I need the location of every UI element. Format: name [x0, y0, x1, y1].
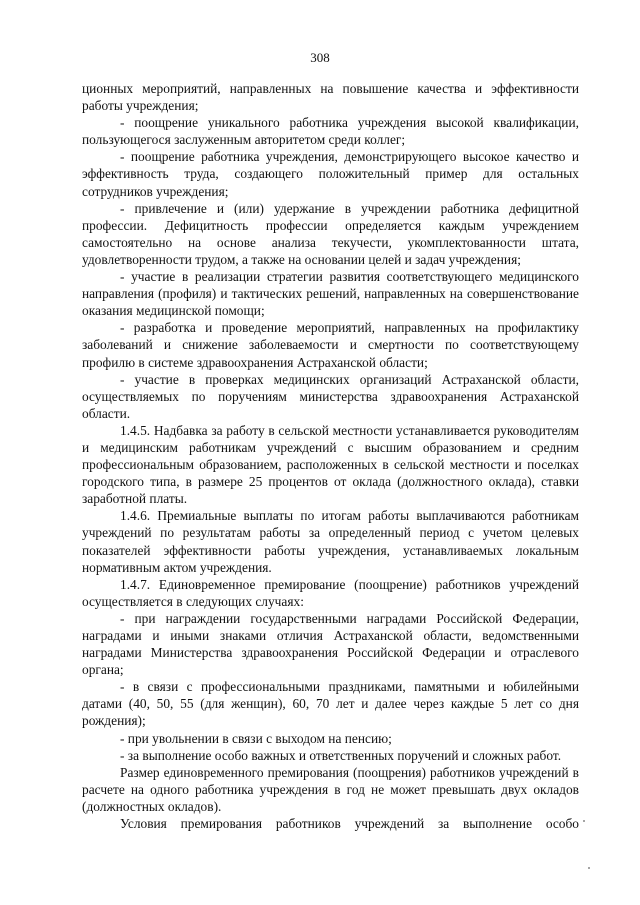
scan-speck	[588, 867, 590, 869]
list-item-important-tasks: - за выполнение особо важных и ответственных поручений и сложных работ.	[120, 747, 562, 763]
list-item-holidays: - в связи с профессиональными праздниками, памятными и юбилейными датами (40, 50, 55 (для женщин), 60, 70 лет и далее через каждые 5 лет со дня рождения);	[82, 679, 579, 729]
document-body	[82, 80, 579, 832]
list-item-strategy: - участие в реализации стратегии развития соответствующего медицинского направления (профиля) и тактических решений, направленных на совершенствование оказания медицинской помощи;	[82, 269, 579, 319]
list-item-unique-employee: - поощрение уникального работника учреждения высокой квалификации, пользующегося заслуженным авторитетом среди коллег;	[82, 115, 579, 148]
clause-1-4-7: 1.4.7. Единовременное премирование (поощрение) работников учреждений осуществляется в следующих случаях:	[82, 576, 579, 609]
list-item-prevention: - разработка и проведение мероприятий, направленных на профилактику заболеваний и снижение заболеваемости и смертности по соответствующему профилю в системе здравоохранения Астраханской области;	[82, 320, 579, 370]
clause-1-4-5: 1.4.5. Надбавка за работу в сельской местности устанавливается руководителям и медицинским работникам учреждений с высшим образованием и средним профессиональным образованием, расположенных в сельской местности и поселках городского типа, в размере 25 процентов от оклада (должностного оклада), ставки заработной платы.	[82, 422, 579, 507]
list-item-state-awards: - при награждении государственными наградами Российской Федерации, наградами и иными знаками отличия Астраханской области, ведомственными наградами Министерства здравоохранения Российской Федерации и отраслевого органа;	[82, 610, 579, 678]
paragraph-bonus-limit: Размер единовременного премирования (поощрения) работников учреждений в расчете на одного работника учреждения в год не может превышать двух окладов (должностных окладов).	[82, 764, 579, 814]
list-item-high-quality: - поощрение работника учреждения, демонстрирующего высокое качество и эффективность труда, создающего положительный пример для остальных сотрудников учреждения;	[82, 149, 579, 199]
page-number: 308	[310, 50, 330, 65]
list-item-inspections: - участие в проверках медицинских организаций Астраханской области, осуществляемых по поручениям министерства здравоохранения Астраханской области.	[82, 371, 579, 421]
list-item-scarce-profession: - привлечение и (или) удержание в учреждении работника дефицитной профессии. Дефицитность профессии определяется каждым учреждением самостоятельно на основе анализа текучести, укомплектованности штата, удовлетворенности трудом, а также на основании целей и задач учреждения;	[82, 200, 579, 267]
paragraph-bonus-conditions: Условия премирования работников учреждений за выполнение особо	[120, 816, 579, 832]
paragraph-continuation: ционных мероприятий, направленных на повышение качества и эффективности работы учреждения;	[82, 81, 579, 114]
clause-1-4-6: 1.4.6. Премиальные выплаты по итогам работы выплачиваются работникам учреждений по результатам работы за определенный период с учетом целевых показателей эффективности работы учреждения, устанавливаемых локальным нормативным актом учреждения.	[82, 508, 579, 575]
list-item-retirement: - при увольнении в связи с выходом на пенсию;	[120, 730, 392, 746]
scan-speck	[583, 820, 585, 822]
